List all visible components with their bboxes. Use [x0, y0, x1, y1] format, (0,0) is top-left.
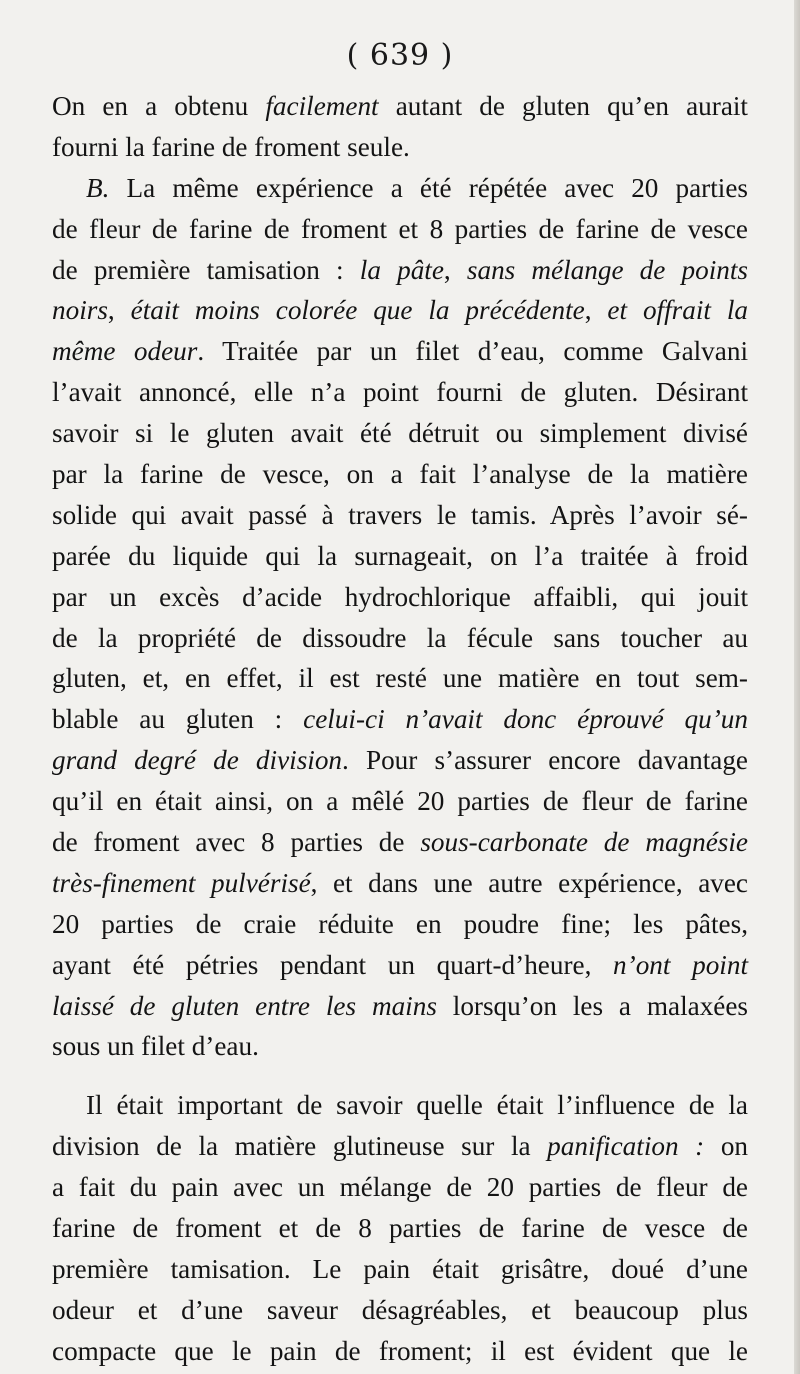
text-run: farine de froment et de 8 parties de farine de vesce de	[52, 1213, 748, 1244]
italic-run: même odeur	[52, 336, 198, 367]
text-line	[52, 1331, 748, 1372]
text-line	[52, 127, 748, 168]
text-run: autant de gluten qu’en aurait	[378, 91, 748, 121]
text-line	[52, 986, 748, 1027]
text-line	[52, 1167, 748, 1208]
text-line	[52, 372, 748, 413]
text-run: . Traitée par un filet d’eau, comme Galvani	[197, 336, 748, 367]
text-run: . Pour s’assurer encore davantage	[342, 745, 749, 776]
text-line	[52, 536, 748, 577]
text-run: par un excès d’acide hydrochlorique affaibli, qui jouit	[52, 581, 748, 612]
paragraph-gap	[52, 1067, 748, 1085]
text-run: par la farine de vesce, on a fait l’analyse de la matière	[52, 459, 748, 490]
text-run: solide qui avait passé à travers le tamis. Après l’avoir sé-	[52, 499, 748, 530]
italic-run: celui-ci n’avait donc éprouvé qu’un	[303, 704, 748, 735]
italic-run: grand degré de division	[52, 745, 343, 776]
text-run: compacte que le pain de froment; il est évident que le	[52, 1335, 748, 1366]
text-line	[52, 945, 748, 986]
italic-run: noirs	[52, 295, 108, 326]
paragraph	[52, 1085, 748, 1371]
text-line	[52, 1290, 748, 1331]
text-run: ,	[107, 295, 131, 326]
italic-run: très-finement pulvérisé	[52, 867, 311, 898]
text-run: a fait du pain avec un mélange de 20 parties de fleur de	[52, 1172, 748, 1203]
text-line	[52, 331, 748, 372]
text-run: première tamisation. Le pain était grisâtre, doué d’une	[52, 1253, 748, 1284]
text-line	[52, 1026, 748, 1067]
paragraph	[52, 86, 748, 168]
text-line	[52, 209, 748, 250]
text-line	[52, 1249, 748, 1290]
text-run: ayant été pétries pendant un quart-d’heure,	[52, 949, 614, 980]
text-line	[52, 822, 748, 863]
text-line	[52, 454, 748, 495]
text-run: parée du liquide qui la surnageait, on l’a traitée à froid	[52, 540, 748, 571]
page-number: ( 639 )	[346, 38, 454, 73]
italic-run: et offrait la	[607, 295, 748, 326]
text-run: On en a obtenu	[52, 91, 266, 121]
text-line	[52, 863, 748, 904]
text-run: on	[704, 1131, 748, 1162]
text-run: l’avait annoncé, elle n’a point fourni de gluten. Désirant	[52, 377, 748, 408]
text-line	[52, 413, 748, 454]
text-run: savoir si le gluten avait été détruit ou simplement divisé	[52, 418, 748, 449]
text-line	[52, 904, 748, 945]
text-line	[52, 1126, 748, 1167]
italic-run: laissé de gluten entre les mains	[52, 990, 437, 1021]
text-line	[52, 618, 748, 659]
text-line	[52, 290, 748, 331]
italic-run: sous-carbonate de magnésie	[420, 827, 749, 858]
text-run: lorsqu’on les a malaxées	[436, 990, 748, 1021]
text-run: , et dans une autre expérience, avec	[310, 867, 748, 898]
text-run: 20 parties de craie réduite en poudre fine; les pâtes,	[52, 908, 748, 939]
text-run: ,	[443, 254, 467, 285]
text-run: de froment avec 8 parties de	[52, 827, 421, 858]
page-edge	[794, 0, 800, 1374]
text-line	[52, 699, 748, 740]
text-run: sous un filet d’eau.	[52, 1031, 259, 1062]
text-run: de fleur de farine de froment et 8 parties de farine de vesce	[52, 213, 748, 244]
text-line	[52, 577, 748, 618]
italic-run: facilement	[265, 91, 379, 121]
text-run: odeur et d’une saveur désagréables, et beaucoup plus	[52, 1294, 748, 1325]
text-line	[52, 1085, 748, 1126]
paragraph	[52, 168, 748, 1068]
text-line	[52, 740, 748, 781]
italic-run: la pâte	[359, 254, 444, 285]
text-run: de la propriété de dissoudre la fécule sans toucher au	[52, 622, 748, 653]
italic-run: n’ont point	[613, 949, 748, 980]
body-text	[52, 86, 748, 1372]
text-run: Il était important de savoir quelle était l’influence de la	[86, 1090, 748, 1121]
text-line	[52, 86, 748, 127]
text-run: de première tamisation :	[52, 254, 360, 285]
text-line	[52, 1208, 748, 1249]
italic-run: sans mélange de points	[466, 254, 748, 285]
text-run: division de la matière glutineuse sur la	[52, 1131, 548, 1162]
text-run: blable au gluten :	[52, 704, 304, 735]
italic-run: était moins colorée que la précédente	[130, 295, 585, 326]
text-line	[52, 168, 748, 209]
text-line	[52, 495, 748, 536]
text-line	[52, 658, 748, 699]
italic-run: panification :	[547, 1131, 705, 1162]
text-line	[52, 781, 748, 822]
text-run: gluten, et, en effet, il est resté une matière en tout sem-	[52, 663, 748, 694]
text-run: qu’il en était ainsi, on a mêlé 20 parties de fleur de farine	[52, 786, 748, 817]
italic-run: B.	[86, 172, 110, 203]
text-run: ,	[584, 295, 608, 326]
text-line	[52, 250, 748, 291]
text-run: La même expérience a été répétée avec 20 parties	[109, 172, 748, 203]
text-run: fourni la farine de froment seule.	[52, 131, 410, 162]
